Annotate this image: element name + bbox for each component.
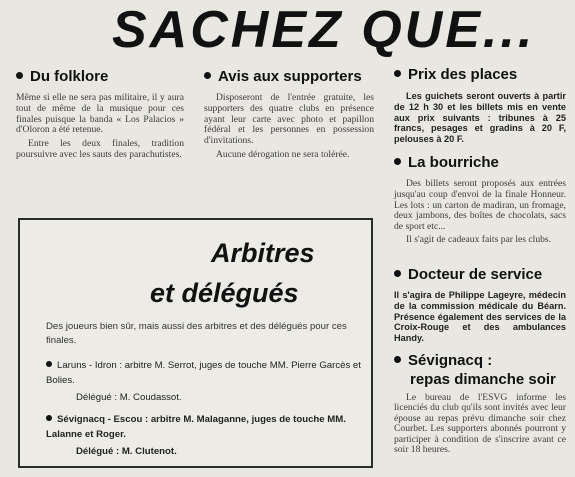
bourriche-section	[394, 154, 566, 246]
sevignacq-heading-2: repas dimanche soir	[410, 371, 556, 388]
bourriche-paragraph-2: Il s'agit de cadeaux faits par les clubs.	[406, 233, 552, 245]
folklore-paragraph-1: Même si elle ne sera pas militaire, il y aura tout de même de la musique pour ces finales puisque la banda « Los Palacios » d'Oloron a été retenue.	[16, 92, 184, 136]
folklore-paragraph-2: Entre les deux finales, tradition poursuivre avec les sauts des parachutistes.	[16, 138, 184, 160]
match-1-officials: Laruns - Idron : arbitre M. Serrot, juges de touche MM. Pierre Garcès et Bolies.	[46, 360, 361, 386]
match-1	[46, 359, 362, 406]
supporters-paragraph-1: Disposeront de l'entrée gratuite, les supporters des quatre clubs en présence ayant leur carte avec photo et papillon fédéral et les personnes en possession d'invitations.	[204, 92, 374, 147]
sevignacq-paragraph: Le bureau de l'ESVG informe les licenciés du club qu'ils sont invités avec leur épouse au repas prévu dimanche soir chez Courbet. Les supporters abonnés pourront y participer à condition de s'inscrire avant ce soir 18 heures.	[394, 392, 566, 456]
bullet-icon	[16, 72, 23, 79]
bourriche-paragraph-1: Des billets seront proposés aux entrées jusqu'au coup d'envoi de la finale Honneur. Les lots : un carton de madiran, un fromage, deux jambons, des boîtes de chocolats, sacs de sport etc...	[394, 178, 566, 233]
arbitres-title-line-2: et délégués	[150, 278, 299, 308]
prix-paragraph: Les guichets seront ouverts à partir de 12 h 30 et les billets mis en vente aux prix suivants : tribunes à 25 francs, pesages et gradins à 20 F, pelouses à 20 F.	[394, 91, 566, 145]
folklore-section	[16, 68, 184, 161]
bullet-icon	[394, 356, 401, 363]
bullet-icon	[46, 361, 52, 367]
docteur-paragraph: Il s'agira de Philippe Lageyre, médecin de la commission médicale du Béarn. Présence également des services de la Croix-Rouge et des ambulances Handy.	[394, 290, 566, 344]
match-2-officials: Sévignacq - Escou : arbitre M. Malaganne, juges de touche MM. Lalanne et Roger.	[46, 414, 346, 440]
masthead-title: SACHEZ QUE...	[112, 1, 536, 59]
match-2-delegate: Délégué : M. Clutenot.	[76, 446, 177, 457]
sevignacq-heading-1: Sévignacq :	[394, 352, 566, 369]
arbitres-title-line-1: Arbitres	[211, 238, 315, 268]
arbitres-box	[18, 218, 373, 468]
docteur-section	[394, 266, 566, 344]
bourriche-heading: La bourriche	[394, 154, 566, 171]
bullet-icon	[394, 270, 401, 277]
supporters-heading: Avis aux supporters	[204, 68, 374, 85]
prix-section	[394, 66, 566, 145]
docteur-heading: Docteur de service	[394, 266, 566, 283]
prix-heading: Prix des places	[394, 66, 566, 83]
match-2	[46, 413, 362, 460]
bullet-icon	[204, 72, 211, 79]
bullet-icon	[394, 70, 401, 77]
bullet-icon	[46, 415, 52, 421]
supporters-section	[204, 68, 374, 161]
bullet-icon	[394, 158, 401, 165]
folklore-heading: Du folklore	[16, 68, 184, 85]
arbitres-intro: Des joueurs bien sûr, mais aussi des arbitres et des délégués pour ces finales.	[46, 321, 347, 346]
supporters-paragraph-2: Aucune dérogation ne sera tolérée.	[216, 148, 350, 160]
match-1-delegate: Délégué : M. Coudassot.	[76, 392, 182, 403]
sevignacq-section	[394, 352, 566, 455]
